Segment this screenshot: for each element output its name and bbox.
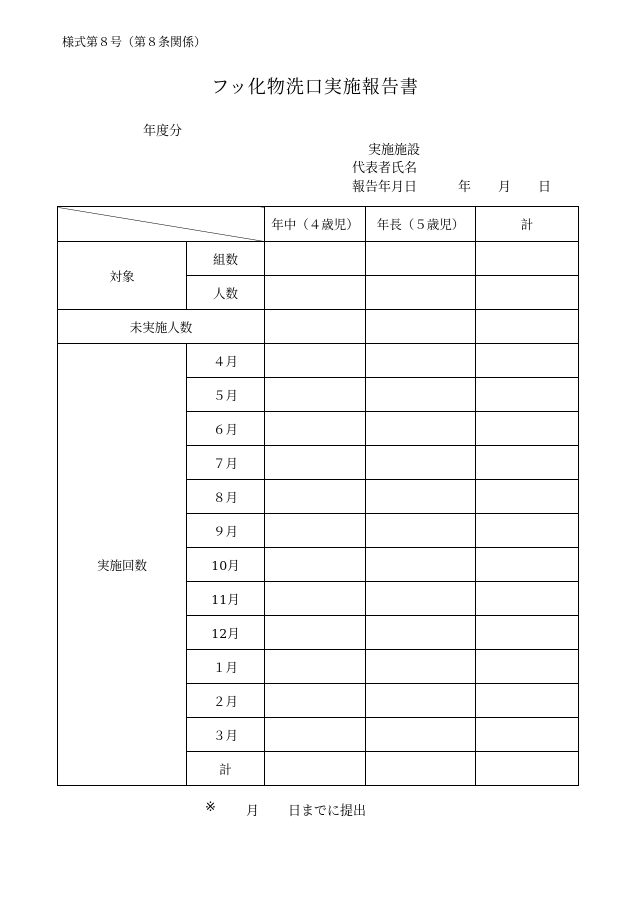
month-label: ６月 <box>187 412 265 446</box>
input-cell[interactable] <box>265 378 366 412</box>
input-cell[interactable] <box>476 582 579 616</box>
form-id: 様式第８号（第８条関係） <box>62 35 207 49</box>
input-cell[interactable] <box>476 616 579 650</box>
input-cell[interactable] <box>476 344 579 378</box>
not-implemented-label: 未実施人数 <box>58 310 265 344</box>
input-cell[interactable] <box>265 344 366 378</box>
month-label: ９月 <box>187 514 265 548</box>
input-cell[interactable] <box>366 582 476 616</box>
report-table <box>57 206 579 786</box>
month-label: ４月 <box>187 344 265 378</box>
input-cell[interactable] <box>366 548 476 582</box>
column-header-total: 計 <box>476 207 579 242</box>
input-cell[interactable] <box>476 310 579 344</box>
input-cell[interactable] <box>265 310 366 344</box>
input-cell[interactable] <box>366 650 476 684</box>
input-cell[interactable] <box>476 446 579 480</box>
table-header-row <box>58 207 579 242</box>
input-cell[interactable] <box>476 412 579 446</box>
month-label: 10月 <box>187 548 265 582</box>
month-label: 11月 <box>187 582 265 616</box>
input-cell[interactable] <box>366 446 476 480</box>
input-cell[interactable] <box>265 650 366 684</box>
persons-label: 人数 <box>187 276 265 310</box>
input-cell[interactable] <box>476 752 579 786</box>
input-cell[interactable] <box>265 718 366 752</box>
month-label: ７月 <box>187 446 265 480</box>
input-cell[interactable] <box>366 616 476 650</box>
input-cell[interactable] <box>366 718 476 752</box>
input-cell[interactable] <box>366 480 476 514</box>
date-year-label: 年 <box>458 180 472 195</box>
groups-label: 組数 <box>187 242 265 276</box>
input-cell[interactable] <box>265 446 366 480</box>
input-cell[interactable] <box>366 378 476 412</box>
month-label: ８月 <box>187 480 265 514</box>
month-label: １月 <box>187 650 265 684</box>
input-cell[interactable] <box>366 514 476 548</box>
month-label: ３月 <box>187 718 265 752</box>
input-cell[interactable] <box>476 242 579 276</box>
input-cell[interactable] <box>366 344 476 378</box>
footer-note-month: 月 <box>246 804 260 819</box>
input-cell[interactable] <box>265 514 366 548</box>
month-label: ５月 <box>187 378 265 412</box>
footer-note-mark: ※ <box>205 800 216 815</box>
input-cell[interactable] <box>476 480 579 514</box>
input-cell[interactable] <box>366 752 476 786</box>
input-cell[interactable] <box>265 752 366 786</box>
input-cell[interactable] <box>265 548 366 582</box>
input-cell[interactable] <box>366 242 476 276</box>
input-cell[interactable] <box>366 412 476 446</box>
representative-label: 代表者氏名 <box>352 161 418 176</box>
implementation-count-label: 実施回数 <box>58 344 187 786</box>
input-cell[interactable] <box>366 276 476 310</box>
diagonal-header-cell <box>58 207 265 242</box>
input-cell[interactable] <box>476 276 579 310</box>
page-title: フッ化物洗口実施報告書 <box>211 77 419 98</box>
column-header-nenchu: 年中（４歳児） <box>265 207 366 242</box>
report-date-label: 報告年月日 <box>352 180 418 195</box>
date-month-label: 月 <box>498 180 512 195</box>
table-row <box>58 242 579 276</box>
input-cell[interactable] <box>476 378 579 412</box>
input-cell[interactable] <box>265 684 366 718</box>
input-cell[interactable] <box>476 514 579 548</box>
input-cell[interactable] <box>265 480 366 514</box>
input-cell[interactable] <box>476 650 579 684</box>
input-cell[interactable] <box>265 242 366 276</box>
fiscal-year-label: 年度分 <box>143 124 183 139</box>
input-cell[interactable] <box>265 582 366 616</box>
input-cell[interactable] <box>366 684 476 718</box>
input-cell[interactable] <box>476 548 579 582</box>
table-row <box>58 310 579 344</box>
facility-label: 実施施設 <box>368 143 421 158</box>
month-label: 12月 <box>187 616 265 650</box>
column-header-nencho: 年長（５歳児） <box>366 207 476 242</box>
input-cell[interactable] <box>476 684 579 718</box>
footer-note-text: 日までに提出 <box>288 804 367 819</box>
input-cell[interactable] <box>476 718 579 752</box>
month-label: ２月 <box>187 684 265 718</box>
input-cell[interactable] <box>265 412 366 446</box>
date-day-label: 日 <box>538 180 552 195</box>
input-cell[interactable] <box>265 616 366 650</box>
table-row <box>58 344 579 378</box>
input-cell[interactable] <box>366 310 476 344</box>
total-row-label: 計 <box>187 752 265 786</box>
target-label: 対象 <box>58 242 187 310</box>
input-cell[interactable] <box>265 276 366 310</box>
